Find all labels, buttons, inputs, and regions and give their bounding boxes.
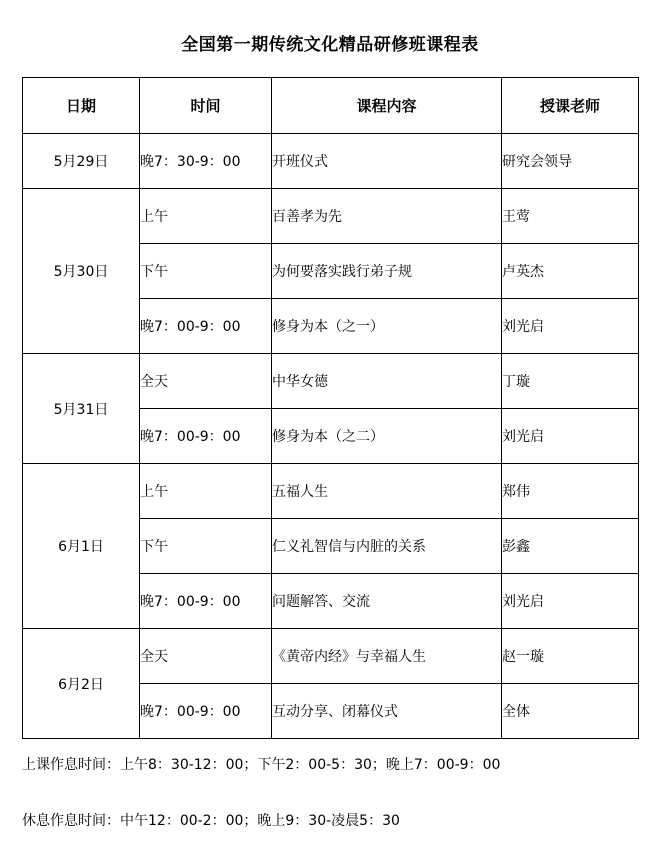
content-cell: 问题解答、交流 [272,574,502,629]
header-time: 时间 [140,78,272,134]
content-cell: 修身为本（之二） [272,409,502,464]
time-cell: 上午 [140,189,272,244]
date-cell: 5月31日 [23,354,140,464]
content-cell: 修身为本（之一） [272,299,502,354]
time-cell: 晚7：00-9：00 [140,684,272,739]
time-cell: 全天 [140,629,272,684]
time-cell: 晚7：00-9：00 [140,299,272,354]
schedule-table [22,77,639,739]
table-row [23,464,639,519]
header-date: 日期 [23,78,140,134]
content-cell: 中华女德 [272,354,502,409]
time-cell: 下午 [140,244,272,299]
rest-schedule-note: 休息作息时间：中午12：00-2：00；晚上9：30-凌晨5：30 [22,813,400,829]
content-cell: 仁义礼智信与内脏的关系 [272,519,502,574]
time-cell: 上午 [140,464,272,519]
document-title: 全国第一期传统文化精品研修班课程表 [181,35,479,55]
table-row [23,189,639,244]
time-cell: 下午 [140,519,272,574]
teacher-cell: 郑伟 [502,464,639,519]
content-cell: 开班仪式 [272,134,502,189]
header-teacher: 授课老师 [502,78,639,134]
teacher-cell: 刘光启 [502,409,639,464]
date-cell: 5月30日 [23,189,140,354]
time-cell: 全天 [140,354,272,409]
teacher-cell: 彭鑫 [502,519,639,574]
content-cell: 为何要落实践行弟子规 [272,244,502,299]
class-schedule-note: 上课作息时间：上午8：30-12：00；下午2：00-5：30；晚上7：00-9：00 [22,757,501,773]
teacher-cell: 全体 [502,684,639,739]
table-row [23,134,639,189]
time-cell: 晚7：00-9：00 [140,574,272,629]
table-row [23,629,639,684]
table-row [23,354,639,409]
teacher-cell: 王莺 [502,189,639,244]
date-cell: 5月29日 [23,134,140,189]
content-cell: 五福人生 [272,464,502,519]
teacher-cell: 刘光启 [502,299,639,354]
date-cell: 6月2日 [23,629,140,739]
table-header-row [23,78,639,134]
teacher-cell: 丁璇 [502,354,639,409]
teacher-cell: 研究会领导 [502,134,639,189]
time-cell: 晚7：30-9：00 [140,134,272,189]
header-content: 课程内容 [272,78,502,134]
content-cell: 《黄帝内经》与幸福人生 [272,629,502,684]
teacher-cell: 赵一璇 [502,629,639,684]
teacher-cell: 卢英杰 [502,244,639,299]
time-cell: 晚7：00-9：00 [140,409,272,464]
content-cell: 互动分享、闭幕仪式 [272,684,502,739]
date-cell: 6月1日 [23,464,140,629]
teacher-cell: 刘光启 [502,574,639,629]
content-cell: 百善孝为先 [272,189,502,244]
